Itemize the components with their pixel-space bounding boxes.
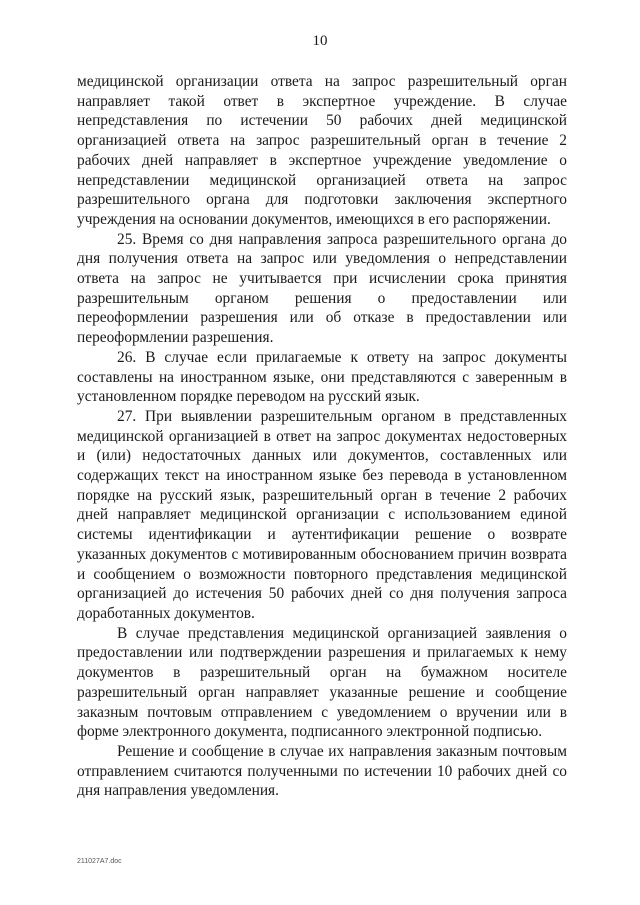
- paragraph-26: 26. В случае если прилагаемые к ответу на запрос документы составлены на иностранном языке, они представляются с заверенным в установленном порядке переводом на русский язык.: [77, 348, 567, 406]
- paragraph-27: 27. При выявлении разрешительным органом в представленных медицинской организацией в ответ на запрос документах недостоверных и (или) недостаточных данных или документов, составленных или содержащих текст на иностранном языке без перевода в установленном порядке на русский язык, разрешительный орган в течение 2 рабочих дней направляет медицинской организации с использованием единой системы идентификации и аутентификации решение о возврате указанных документов с мотивированным обоснованием причин возврата и сообщением о возможности повторного представления медицинской организацией до истечения 50 рабочих дней со дня получения запроса доработанных документов.: [77, 407, 567, 622]
- paragraph-25: 25. Время со дня направления запроса разрешительного органа до дня получения ответа на запрос или уведомления о непредставлении ответа на запрос не учитывается при исчислении срока принятия разрешительным органом решения о предоставлении или переоформлении разрешения или об отказе в предоставлении или переоформлении разрешения.: [77, 230, 567, 347]
- page-number: 10: [312, 33, 328, 49]
- document-body: [77, 72, 567, 801]
- paragraph-mail-receipt: Решение и сообщение в случае их направления заказным почтовым отправлением считаются полученными по истечении 10 рабочих дней со дня направления уведомления.: [77, 742, 567, 800]
- document-file-code: 211027A7.doc: [77, 858, 122, 865]
- paragraph-continuation: медицинской организации ответа на запрос разрешительный орган направляет такой ответ в экспертное учреждение. В случае непредставления по истечении 50 рабочих дней медицинской организацией ответа на запрос разрешительный орган в течение 2 рабочих дней направляет в экспертное учреждение уведомление о непредставлении медицинской организацией ответа на запрос разрешительного органа для подготовки заключения экспертного учреждения на основании документов, имеющихся в его распоряжении.: [77, 73, 567, 228]
- paragraph-paper-submission: В случае представления медицинской организацией заявления о предоставлении или подтверждении разрешения и прилагаемых к нему документов в разрешительный орган на бумажном носителе разрешительный орган направляет указанные решение и сообщение заказным почтовым отправлением с уведомлением о вручении или в форме электронного документа, подписанного электронной подписью.: [77, 624, 567, 741]
